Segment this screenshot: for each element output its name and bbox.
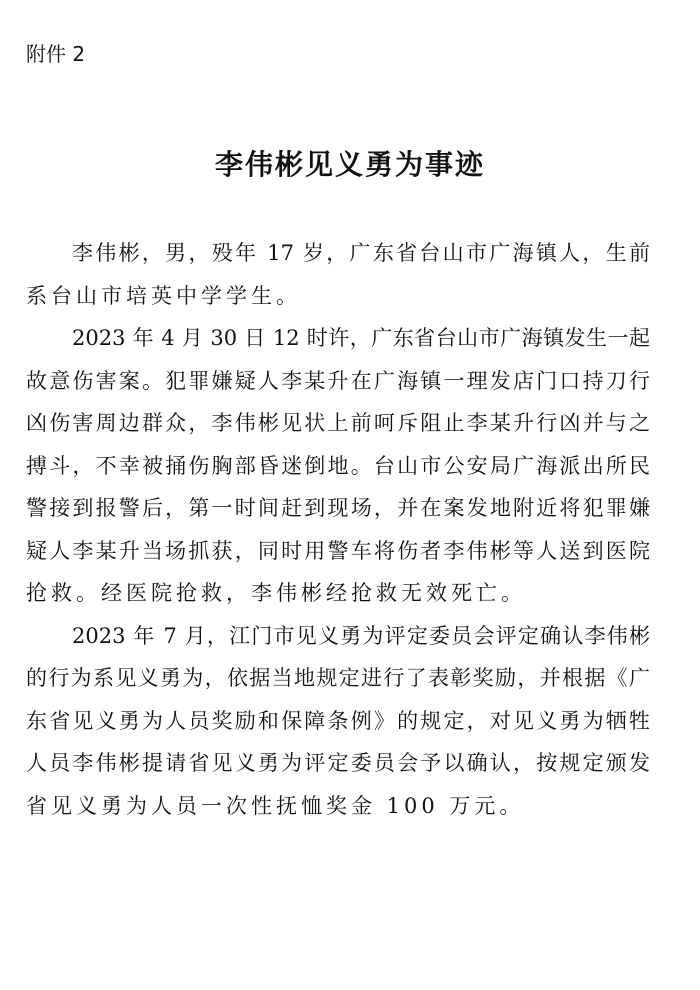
text-line: 搏斗，不幸被捅伤胸部昏迷倒地。台山市公安局广海派出所民 bbox=[26, 453, 650, 478]
text-line: 省见义勇为人员一次性抚恤奖金 100 万元。 bbox=[26, 793, 525, 818]
paragraph-incident bbox=[26, 317, 650, 615]
text-line: 东省见义勇为人员奖励和保障条例》的规定，对见义勇为牺牲 bbox=[26, 708, 650, 733]
text-line: 2023 年 4 月 30 日 12 时许，广东省台山市广海镇发生一起 bbox=[72, 326, 650, 350]
text-line: 系台山市培英中学学生。 bbox=[26, 283, 301, 308]
text-line: 故意伤害案。犯罪嫌疑人李某升在广海镇一理发店门口持刀行 bbox=[26, 368, 650, 393]
text-line: 警接到报警后，第一时间赶到现场，并在案发地附近将犯罪嫌 bbox=[26, 496, 650, 520]
text-line: 抢救。经医院抢救，李伟彬经抢救无效死亡。 bbox=[26, 581, 526, 605]
document-body bbox=[26, 232, 650, 827]
text-line: 2023 年 7 月，江门市见义勇为评定委员会评定确认李伟彬 bbox=[72, 623, 650, 648]
text-line: 凶伤害周边群众，李伟彬见状上前呵斥阻止李某升行凶并与之 bbox=[26, 411, 650, 435]
text-line: 的行为系见义勇为，依据当地规定进行了表彰奖励，并根据《广 bbox=[26, 666, 650, 690]
attachment-label: 附件 2 bbox=[26, 42, 86, 66]
text-line: 人员李伟彬提请省见义勇为评定委员会予以确认，按规定颁发 bbox=[26, 751, 650, 775]
text-line: 李伟彬，男，殁年 17 岁，广东省台山市广海镇人，生前 bbox=[72, 241, 650, 265]
paragraph-bio bbox=[26, 232, 650, 317]
paragraph-recognition bbox=[26, 615, 650, 828]
text-line: 疑人李某升当场抓获，同时用警车将伤者李伟彬等人送到医院 bbox=[26, 538, 650, 563]
document-title: 李伟彬见义勇为事迹 bbox=[214, 148, 485, 181]
